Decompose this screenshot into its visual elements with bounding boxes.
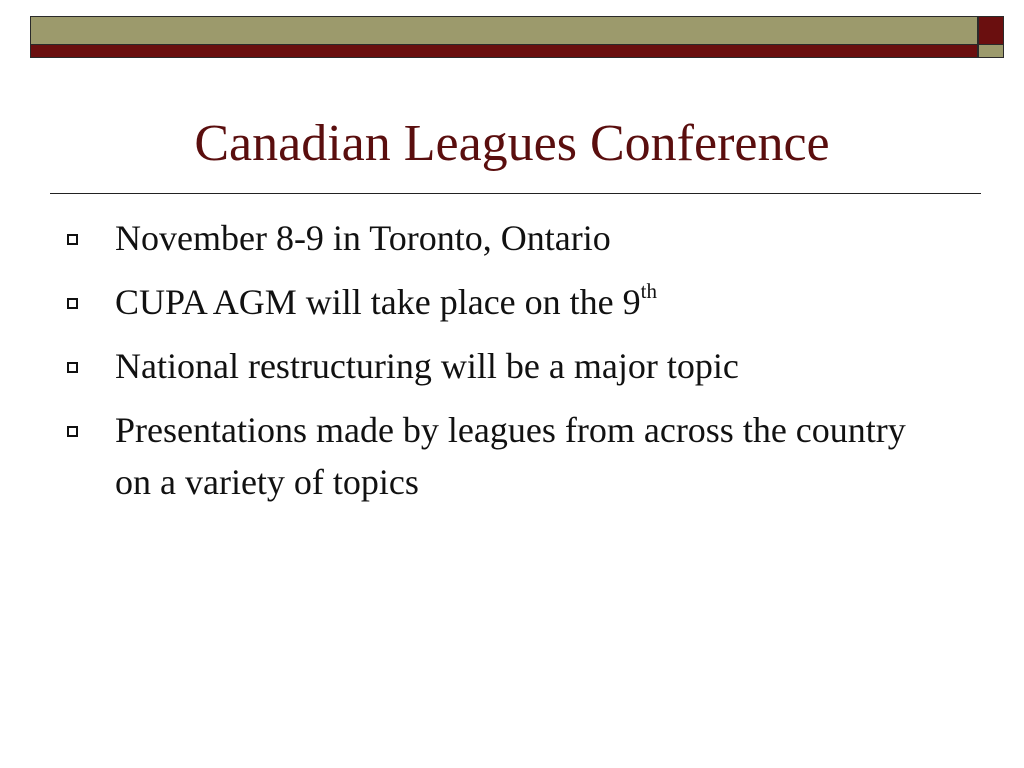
hollow-square-icon xyxy=(67,362,78,373)
bullet-text: National restructuring will be a major topic xyxy=(115,346,739,386)
bullet-list xyxy=(0,212,1024,520)
bullet-text: Presentations made by leagues from across the country on a variety of topics xyxy=(115,410,906,502)
hollow-square-icon xyxy=(67,234,78,245)
ordinal-superscript: th xyxy=(640,279,657,303)
corner-olive-square xyxy=(979,45,1003,57)
header-band xyxy=(30,16,978,58)
corner-maroon-square xyxy=(979,17,1003,45)
bullet-item xyxy=(0,404,1024,508)
bullet-item xyxy=(0,340,1024,392)
slide-title: Canadian Leagues Conference xyxy=(194,115,830,172)
bullet-text: November 8-9 in Toronto, Ontario xyxy=(115,218,611,258)
bullet-item xyxy=(0,276,1024,328)
hollow-square-icon xyxy=(67,426,78,437)
bullet-text: CUPA AGM will take place on the 9 xyxy=(115,282,641,322)
header-band-olive-stripe xyxy=(31,17,977,45)
header-corner-block xyxy=(978,16,1004,58)
header-band-maroon-stripe xyxy=(31,45,977,57)
title-divider xyxy=(50,193,981,194)
hollow-square-icon xyxy=(67,298,78,309)
bullet-item xyxy=(0,212,1024,264)
